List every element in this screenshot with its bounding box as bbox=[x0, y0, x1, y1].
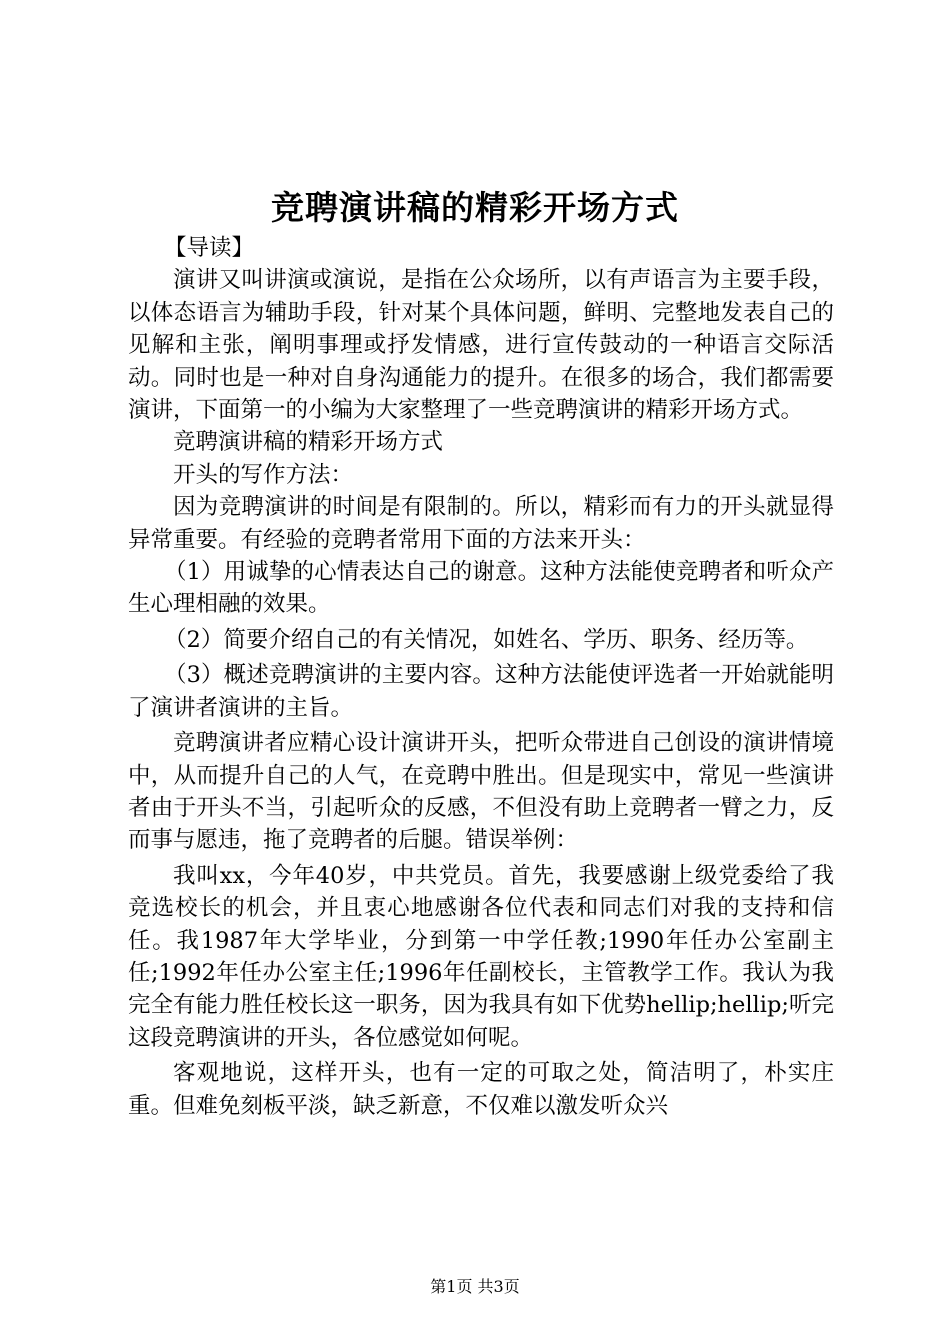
list-item-1: （1）用诚挚的心情表达自己的谢意。这种方法能使竞聘者和听众产生心理相融的效果。 bbox=[128, 559, 834, 618]
paragraph-design-advice: 竞聘演讲者应精心设计演讲开头，把听众带进自己创设的演讲情境中，从而提升自己的人气，在竞聘中胜出。但是现实中，常见一些演讲者由于开头不当，引起听众的反感，不但没有助上竞聘者一臂之力，反而事与愿违，拖了竞聘者的后腿。错误举例： bbox=[128, 730, 834, 854]
paragraph-method-intro: 因为竞聘演讲的时间是有限制的。所以，精彩而有力的开头就显得异常重要。有经验的竞聘者常用下面的方法来开头： bbox=[128, 494, 834, 553]
intro-label: 【导读】 bbox=[164, 235, 255, 261]
paragraph-intro: 演讲又叫讲演或演说，是指在公众场所，以有声语言为主要手段，以体态语言为辅助手段，针对某个具体问题，鲜明、完整地发表自己的见解和主张，阐明事理或抒发情感，进行宣传鼓动的一种语言交际活动。同时也是一种对自身沟通能力的提升。在很多的场合，我们都需要演讲，下面第一的小编为大家整理了一些竞聘演讲的精彩开场方式。 bbox=[128, 267, 834, 424]
paragraph-subtitle: 竞聘演讲稿的精彩开场方式 bbox=[173, 429, 444, 456]
list-item-2: （2）简要介绍自己的有关情况，如姓名、学历、职务、经历等。 bbox=[164, 626, 809, 653]
list-item-3: （3）概述竞聘演讲的主要内容。这种方法能使评选者一开始就能明了演讲者演讲的主旨。 bbox=[128, 662, 834, 721]
document-title: 竞聘演讲稿的精彩开场方式 bbox=[271, 188, 679, 227]
paragraph-method-heading: 开头的写作方法： bbox=[173, 461, 354, 488]
paragraph-evaluation: 客观地说，这样开头，也有一定的可取之处，简洁明了，朴实庄重。但难免刻板平淡，缺乏新意，不仅难以激发听众兴 bbox=[128, 1060, 834, 1119]
page-footer: 第1页 共3页 bbox=[430, 1277, 520, 1296]
paragraph-example: 我叫xx，今年40岁，中共党员。首先，我要感谢上级党委给了我竞选校长的机会，并且衷心地感谢各位代表和同志们对我的支持和信任。我1987年大学毕业，分到第一中学任教;1990年任办公室副主任;1992年任办公室主任;1996年任副校长，主管教学工作。我认为我完全有能力胜任校长这一职务，因为我具有如下优势hellip;hellip;听完这段竞聘演讲的开头，各位感觉如何呢。 bbox=[128, 862, 834, 1051]
document-body bbox=[128, 232, 834, 1122]
